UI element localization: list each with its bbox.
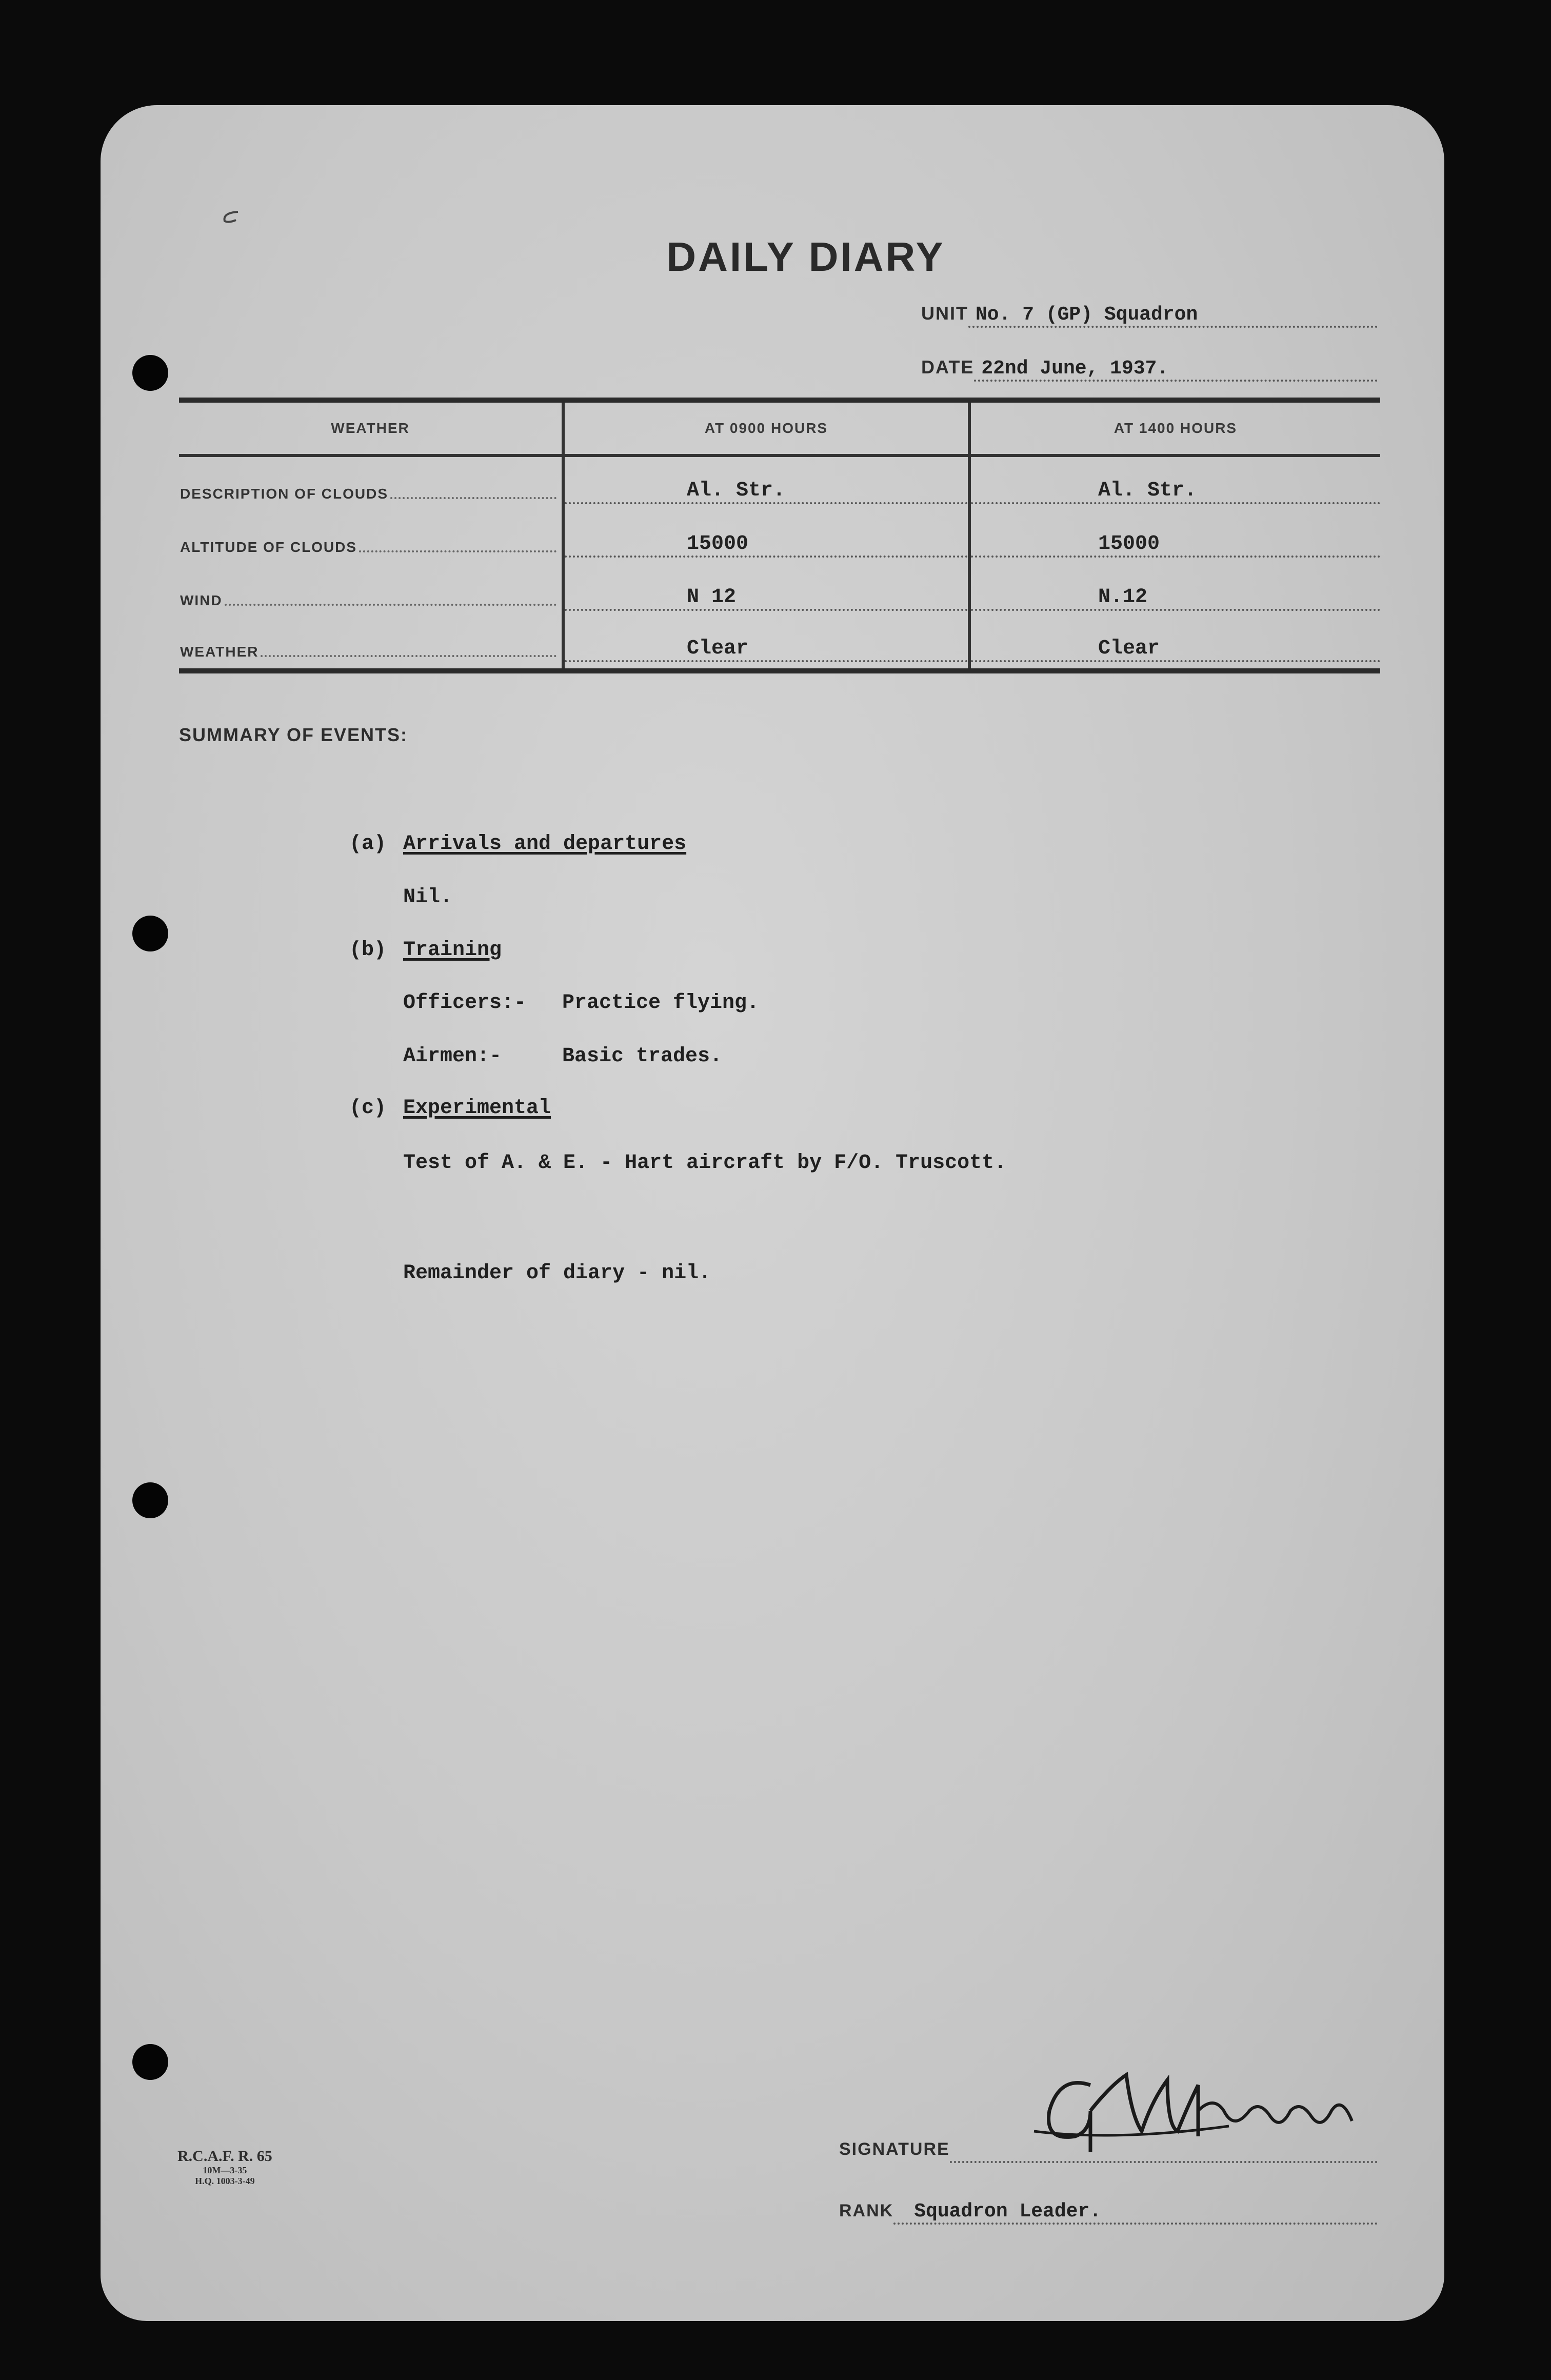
form-code-hq: H.Q. 1003-3-49 [195, 2176, 255, 2186]
rank-field [839, 2200, 1378, 2225]
remainder-text: Remainder of diary - nil. [403, 1262, 711, 1285]
officers-label: Officers:- [403, 991, 527, 1015]
form-code-number: R.C.A.F. R. 65 [177, 2148, 272, 2165]
airmen-label: Airmen:- [403, 1045, 502, 1068]
table-row [179, 564, 1380, 617]
section-c-heading: Experimental [403, 1097, 551, 1120]
section-a-text: Nil. [403, 886, 453, 909]
row-label: WEATHER [179, 617, 565, 668]
signature-line [950, 2139, 1378, 2163]
binder-hole [132, 355, 168, 391]
unit-label: UNIT [921, 303, 968, 324]
table-row [179, 510, 1380, 564]
col-header-1400: AT 1400 HOURS [1113, 420, 1238, 436]
cell-1400: Clear [971, 637, 1380, 662]
row-label: ALTITUDE OF CLOUDS [179, 510, 565, 564]
unit-field [921, 303, 1378, 328]
weather-table-header [179, 403, 1380, 457]
section-b-marker: (b) [349, 939, 387, 962]
row-label: WIND [179, 564, 565, 617]
form-code [177, 2148, 272, 2187]
cell-0900: 15000 [565, 532, 968, 558]
binder-hole [132, 1482, 168, 1518]
weather-table [179, 398, 1380, 673]
signature-label: SIGNATURE [839, 2139, 950, 2159]
col-header-0900: AT 0900 HOURS [565, 403, 971, 454]
section-c-marker: (c) [349, 1097, 387, 1120]
cell-1400: 15000 [971, 532, 1380, 558]
table-row [179, 617, 1380, 673]
cell-0900: N 12 [565, 586, 968, 611]
rank-label: RANK [839, 2201, 894, 2220]
airmen-text: Basic trades. [562, 1045, 723, 1068]
rank-value: Squadron Leader. [893, 2200, 1378, 2225]
row-label: DESCRIPTION OF CLOUDS [179, 457, 565, 510]
cell-1400: Al. Str. [971, 479, 1380, 504]
diary-page [101, 105, 1444, 2321]
form-code-print: 10M—3-35 [203, 2165, 247, 2175]
signature-field [839, 2139, 1378, 2163]
pencil-tick-mark [217, 208, 248, 233]
table-row [179, 457, 1380, 510]
section-a-marker: (a) [349, 832, 387, 856]
section-a-heading: Arrivals and departures [403, 832, 687, 856]
unit-value: No. 7 (GP) Squadron [968, 304, 1378, 328]
cell-0900: Clear [565, 637, 968, 662]
page-title: DAILY DIARY [666, 234, 945, 280]
section-b-heading: Training [403, 939, 502, 962]
officers-text: Practice flying. [562, 991, 760, 1015]
date-label: DATE [921, 356, 975, 378]
cell-1400: N.12 [971, 586, 1380, 611]
date-field [921, 356, 1378, 382]
section-c-text: Test of A. & E. - Hart aircraft by F/O. Truscott. [403, 1152, 1007, 1175]
date-value: 22nd June, 1937. [974, 358, 1378, 382]
summary-label: SUMMARY OF EVENTS: [179, 724, 408, 745]
cell-0900: Al. Str. [565, 479, 968, 504]
binder-hole [132, 2044, 168, 2080]
col-header-weather: WEATHER [179, 403, 565, 454]
binder-hole [132, 916, 168, 951]
